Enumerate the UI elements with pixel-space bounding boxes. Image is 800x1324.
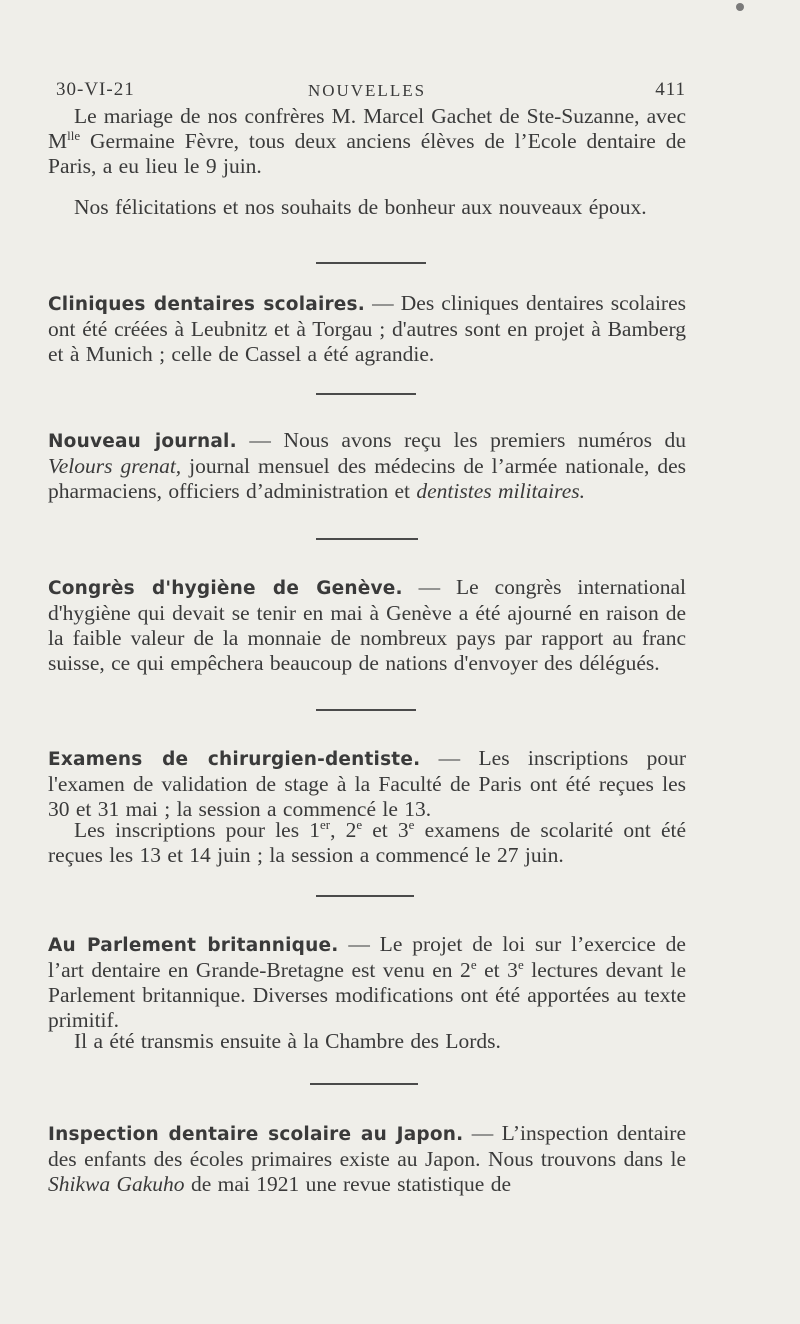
news-heading: Cliniques dentaires scolaires. (48, 294, 365, 315)
news-paragraph: Il a été transmis ensuite à la Chambre des Lords. (74, 1029, 501, 1053)
section-rule (316, 262, 426, 264)
news-item (48, 746, 686, 822)
header-section: NOUVELLES (307, 81, 427, 100)
ink-speck (736, 3, 744, 11)
news-heading: Au Parlement britannique. (48, 935, 339, 956)
news-paragraph: Les inscriptions pour les 1er, 2e et 3e examens de scolarité ont été reçues les 13 et 14 juin ; la session a commencé le 27 juin. (48, 816, 686, 867)
news-item: Inspection dentaire scolaire au Japon. — L’inspection dentaire des enfants des écoles primaires existe au Japon. Nous trouvons dans le Shikwa Gakuho de mai 1921 une revue statistique de (48, 1121, 686, 1196)
news-item: Au Parlement britannique. — Le projet de loi sur l’exercice de l’art dentaire en Grande-Bretagne est venu en 2e et 3e lectures devant le Parlement britannique. Diverses modifications ont été apportées au texte primitif. (48, 932, 686, 1032)
news-item (48, 291, 686, 367)
news-heading: Nouveau journal. (48, 431, 237, 452)
running-header (48, 79, 686, 103)
section-rule (316, 895, 414, 897)
news-paragraph: Nos félicitations et nos souhaits de bonheur aux nouveaux époux. (74, 195, 647, 219)
section-rule (316, 709, 416, 711)
news-paragraph: Le mariage de nos confrères M. Marcel Gachet de Ste-Suzanne, avec $M^{lle}$ Germaine Fèvre, tous deux anciens élèves de l’Ecole dentaire de Paris, a eu lieu le 9 juin. (48, 104, 686, 178)
news-text: — Le congrès international d'hygiène qui devait se tenir en mai à Genève a été ajourné en raison de la faible valeur de la monnaie de nombreux pays par rapport au franc suisse, ce qui empêchera beaucoup de nations d'envoyer des délégués. (48, 575, 686, 675)
section-rule (316, 393, 416, 395)
section-rule (310, 1083, 418, 1085)
section-rule (316, 538, 418, 540)
news-heading: Examens de chirurgien-dentiste. (48, 749, 421, 770)
news-item (48, 575, 686, 676)
news-heading: Congrès d'hygiène de Genève. (48, 578, 403, 599)
news-text: — Les inscriptions pour l'examen de validation de stage à la Faculté de Paris ont été reçues les 30 et 31 mai ; la session a commencé le 13. (48, 746, 686, 821)
news-text: — Des cliniques dentaires scolaires ont été créées à Leubnitz et à Torgau ; d'autres sont en projet à Bamberg et à Munich ; celle de Cassel a été agrandie. (48, 291, 686, 366)
news-item: Nouveau journal. — Nous avons reçu les premiers numéros du Velours grenat, journal mensuel des médecins de l’armée nationale, des pharmaciens, officiers d’administration et dentistes militaires. (48, 428, 686, 503)
header-date: 30-VI-21 (56, 79, 135, 100)
page-number: 411 (655, 79, 686, 100)
news-heading: Inspection dentaire scolaire au Japon. (48, 1124, 464, 1145)
